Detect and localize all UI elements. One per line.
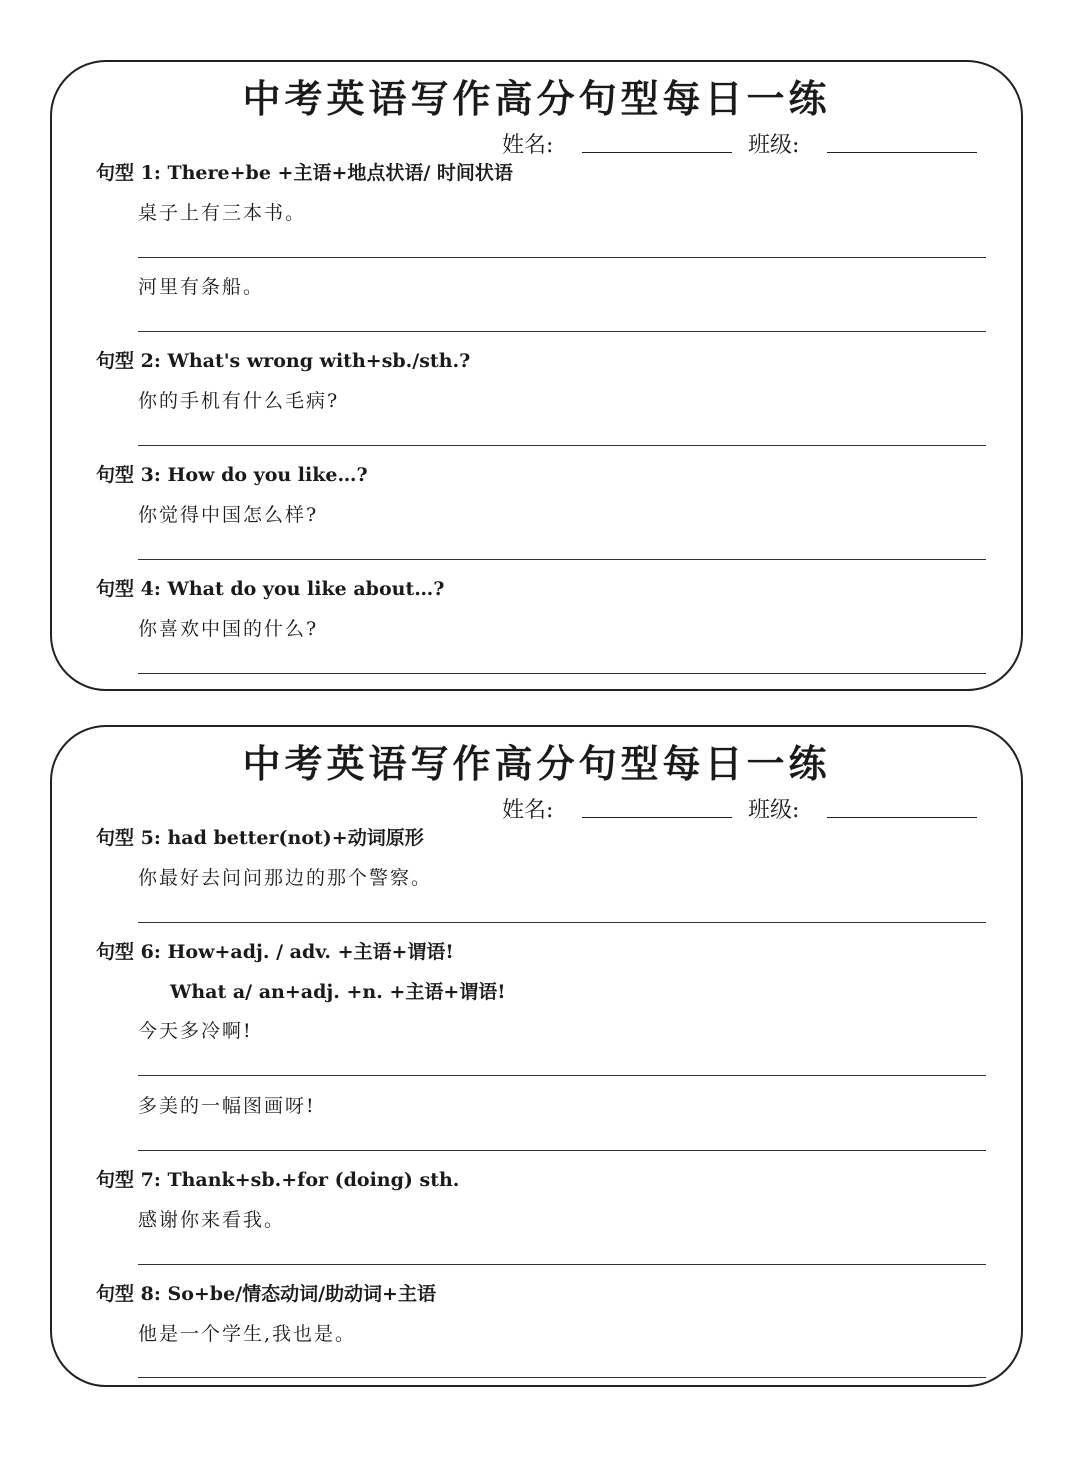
worksheet-card-1 [50, 60, 1023, 691]
class-label: 班级: [748, 133, 800, 158]
answer-line[interactable] [138, 1150, 986, 1151]
pattern-number: 句型 7: [96, 1169, 161, 1191]
answer-line[interactable] [138, 1377, 986, 1378]
name-blank[interactable] [582, 152, 732, 153]
pattern-heading [96, 158, 513, 185]
pattern-number: 句型 5: [96, 827, 161, 849]
answer-line[interactable] [138, 559, 986, 560]
pattern-text-alt: What a/ an+adj. +n. +主语+谓语! [170, 981, 506, 1003]
pattern-text: What do you like about…? [167, 578, 445, 600]
translation-prompt: 桌子上有三本书。 [138, 202, 307, 224]
pattern-text: Thank+sb.+for (doing) sth. [167, 1169, 460, 1191]
translation-prompt: 多美的一幅图画呀! [138, 1095, 316, 1117]
pattern-number: 句型 4: [96, 578, 161, 600]
translation-prompt: 你的手机有什么毛病? [138, 390, 340, 412]
translation-prompt: 他是一个学生,我也是。 [138, 1323, 357, 1345]
pattern-heading [96, 574, 444, 601]
pattern-text: How+adj. / adv. +主语+谓语! [167, 941, 454, 963]
pattern-number: 句型 2: [96, 350, 161, 372]
answer-line[interactable] [138, 331, 986, 332]
pattern-number: 句型 1: [96, 162, 161, 184]
pattern-heading [96, 460, 368, 487]
answer-line[interactable] [138, 257, 986, 258]
name-label: 姓名: [502, 133, 554, 158]
translation-prompt: 你觉得中国怎么样? [138, 504, 319, 526]
worksheet-title: 中考英语写作高分句型每日一练 [242, 76, 831, 121]
translation-prompt: 感谢你来看我。 [138, 1209, 286, 1231]
pattern-heading [96, 346, 470, 373]
class-blank[interactable] [827, 152, 977, 153]
pattern-number: 句型 8: [96, 1283, 161, 1305]
answer-line[interactable] [138, 445, 986, 446]
worksheet-card-2 [50, 725, 1023, 1387]
answer-line[interactable] [138, 673, 986, 674]
name-blank[interactable] [582, 817, 732, 818]
pattern-number: 句型 3: [96, 464, 161, 486]
class-blank[interactable] [827, 817, 977, 818]
pattern-text: had better(not)+动词原形 [167, 827, 424, 849]
answer-line[interactable] [138, 1264, 986, 1265]
answer-line[interactable] [138, 922, 986, 923]
pattern-text: So+be/情态动词/助动词+主语 [167, 1283, 436, 1305]
pattern-heading [96, 823, 424, 850]
pattern-number: 句型 6: [96, 941, 161, 963]
translation-prompt: 今天多冷啊! [138, 1020, 253, 1042]
pattern-heading [96, 1279, 436, 1306]
pattern-text: There+be +主语+地点状语/ 时间状语 [167, 162, 513, 184]
worksheet-title: 中考英语写作高分句型每日一练 [242, 741, 831, 786]
answer-line[interactable] [138, 1075, 986, 1076]
pattern-heading [96, 1165, 459, 1192]
pattern-text: How do you like…? [167, 464, 368, 486]
pattern-heading [96, 937, 454, 964]
translation-prompt: 河里有条船。 [138, 276, 265, 298]
name-label: 姓名: [502, 798, 554, 823]
class-label: 班级: [748, 798, 800, 823]
translation-prompt: 你最好去问问那边的那个警察。 [138, 867, 433, 889]
translation-prompt: 你喜欢中国的什么? [138, 618, 319, 640]
pattern-text: What's wrong with+sb./sth.? [167, 350, 471, 372]
